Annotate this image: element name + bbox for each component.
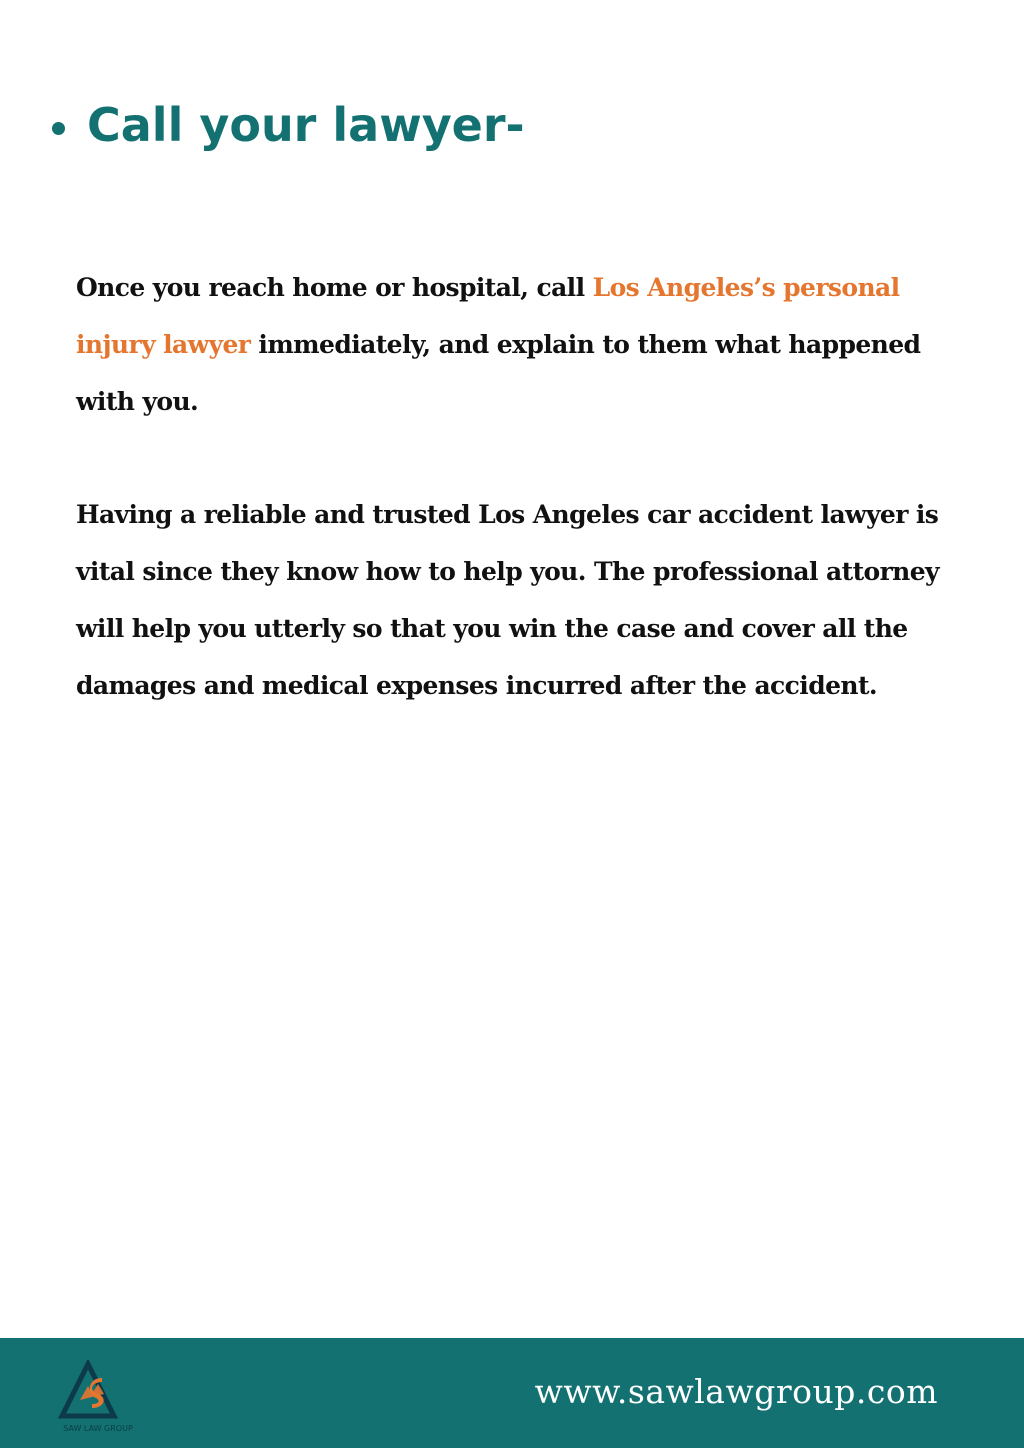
paragraph-call-lawyer	[76, 259, 956, 430]
logo-caption: SAW LAW GROUP	[63, 1424, 133, 1433]
personal-injury-lawyer-link[interactable]: Los Angeles’s personal injury lawyer	[76, 273, 900, 359]
paragraph1-text-start: Once you reach home or hospital, call	[76, 273, 593, 302]
website-link[interactable]: www.sawlawgroup.com	[534, 1372, 938, 1411]
logo-triangle-icon	[58, 1360, 138, 1424]
footer-bar	[0, 1338, 1024, 1448]
saw-law-group-logo	[58, 1360, 138, 1440]
section-heading	[52, 98, 525, 152]
heading-title: Call your lawyer-	[87, 98, 525, 152]
paragraph-reliable-lawyer: Having a reliable and trusted Los Angeles car accident lawyer is vital since they know how to help you. The professional attorney will help you utterly so that you win the case and cover all the damages and medical expenses incurred after the accident.	[76, 500, 939, 700]
bullet-icon	[52, 122, 65, 135]
paragraph1-text-end: immediately, and explain to them what happened with you.	[76, 330, 921, 416]
